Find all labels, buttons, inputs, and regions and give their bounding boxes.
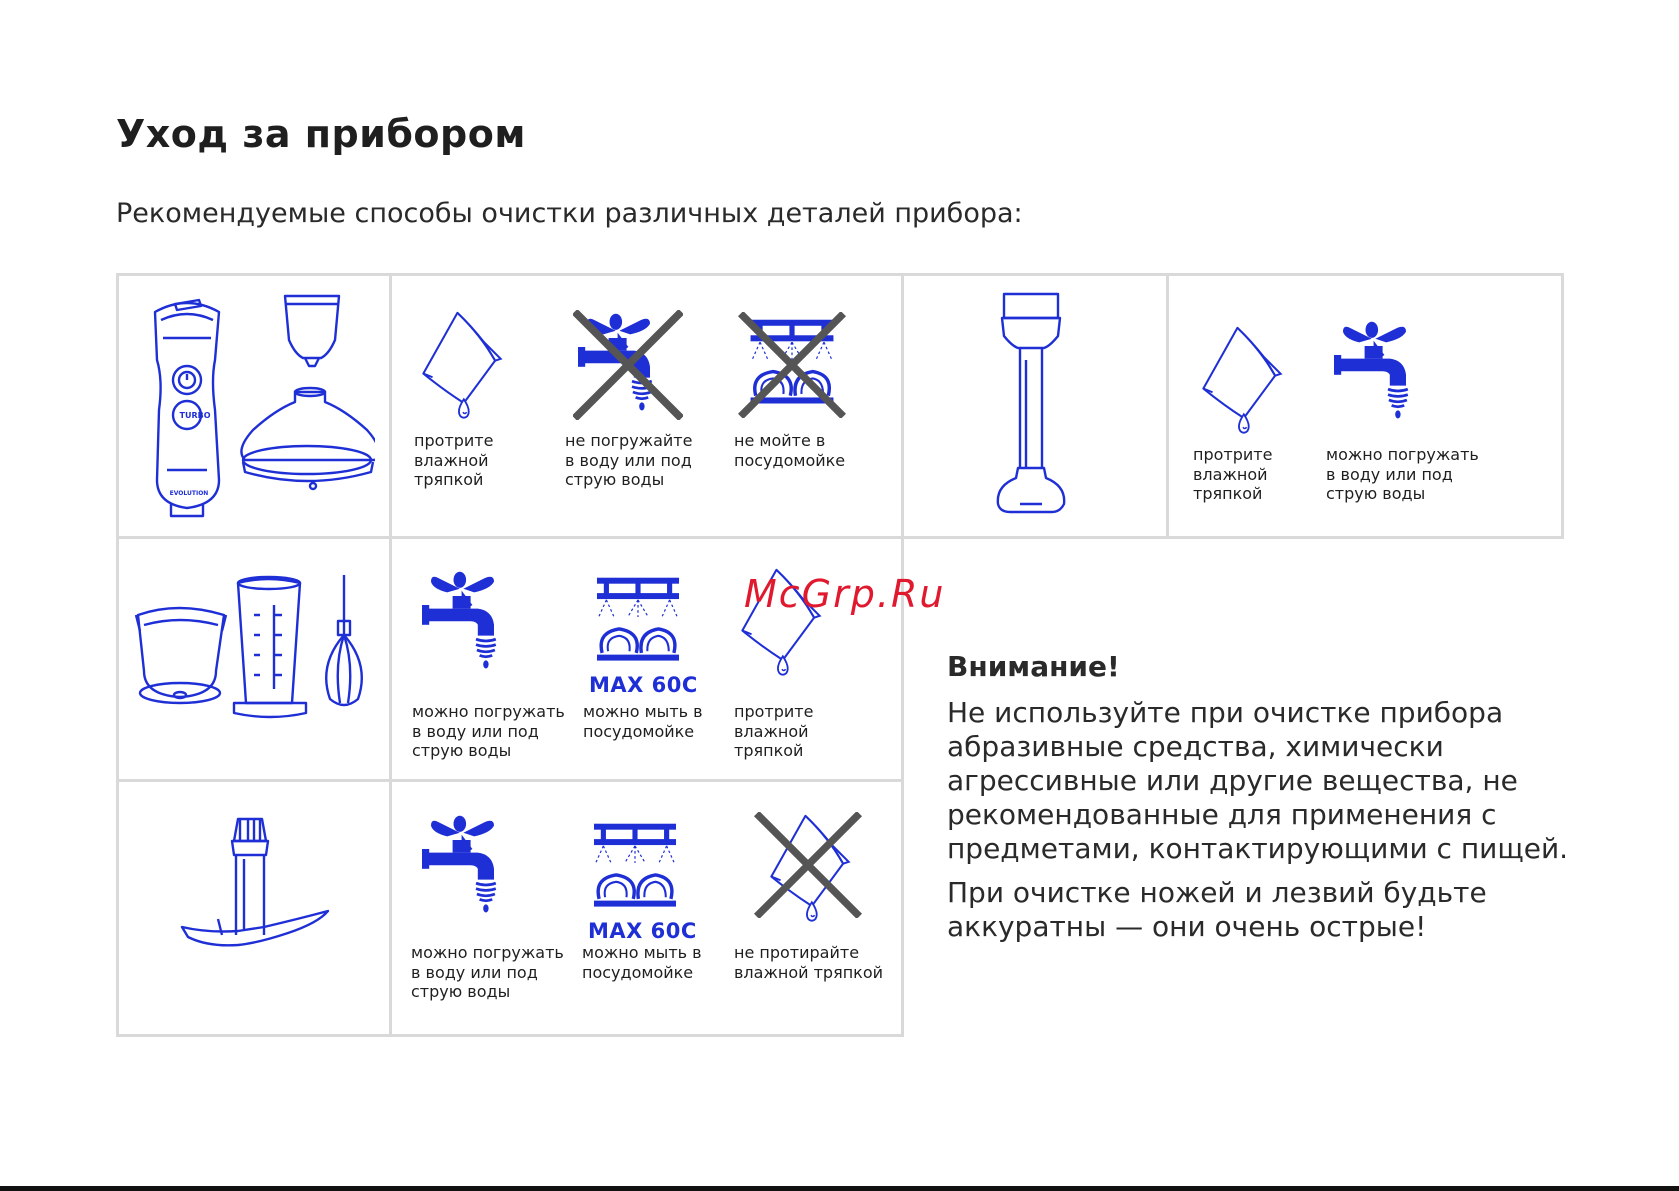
label-wipe: протрите влажной тряпкой <box>414 431 494 489</box>
faucet-icon <box>422 812 512 922</box>
blade-drawing <box>178 815 338 965</box>
faucet-icon <box>1334 318 1424 428</box>
label-dishwasher-ok: можно мыть в посудомойке <box>583 702 703 741</box>
attention-paragraph-1: Не используйте при очистке прибора абразивные средства, химически агрессивные или другие вещества, не рекомендованные для применения с предметами, контактирующими с пищей. <box>947 696 1569 865</box>
cross-icon <box>573 310 683 420</box>
motor-block-drawing <box>135 290 375 530</box>
page-subtitle: Рекомендуемые способы очистки различных деталей прибора: <box>116 198 1023 229</box>
label-can-immerse: можно погружать в воду или под струю воды <box>1326 445 1479 503</box>
label-no-dishwasher: не мойте в посудомойке <box>734 431 846 470</box>
page-title: Уход за прибором <box>116 112 526 156</box>
brand-text: EVOLUTION <box>169 490 209 497</box>
faucet-icon <box>422 568 512 678</box>
cloth-icon <box>416 305 508 420</box>
blender-leg-drawing <box>990 290 1080 520</box>
dishwasher-icon <box>587 822 683 916</box>
page-bottom-border <box>0 1186 1679 1191</box>
label-can-immerse: можно погружать в воду или под струю воды <box>412 702 565 760</box>
max-temp-badge: MAX 60C <box>589 673 698 697</box>
attention-paragraph-2: При очистке ножей и лезвий будьте аккуратны — они очень острые! <box>947 876 1487 943</box>
label-dishwasher-ok: можно мыть в посудомойке <box>582 943 702 982</box>
cross-icon <box>736 312 848 418</box>
label-wipe: протрите влажной тряпкой <box>734 702 814 760</box>
label-wipe: протрите влажной тряпкой <box>1193 445 1273 503</box>
cross-icon <box>752 812 864 918</box>
watermark: McGrp.Ru <box>744 572 946 616</box>
bowls-drawing <box>134 575 374 725</box>
turbo-text: TURBO <box>179 411 211 420</box>
max-temp-badge: MAX 60C <box>588 919 697 943</box>
cloth-icon <box>1196 320 1288 435</box>
dishwasher-icon <box>590 576 686 670</box>
attention-title: Внимание! <box>947 650 1120 683</box>
label-no-immerse: не погружайте в воду или под струю воды <box>565 431 693 489</box>
label-can-immerse: можно погружать в воду или под струю воды <box>411 943 564 1001</box>
label-no-wipe: не протирайте влажной тряпкой <box>734 943 884 982</box>
